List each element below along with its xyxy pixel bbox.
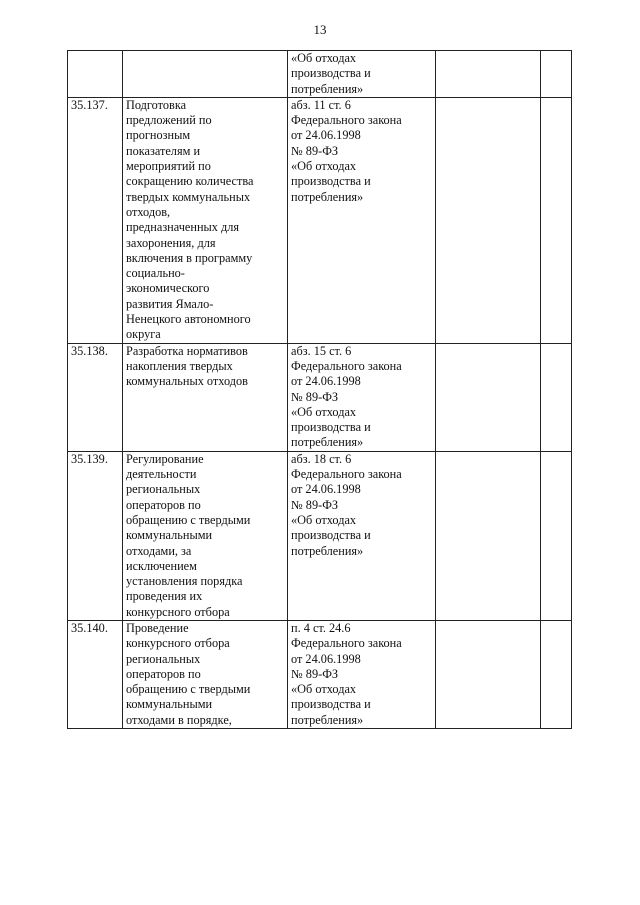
row-description-cell: Проведение конкурсного отбора региональных операторов по обращению с твердыми коммунальными отходами в порядке, (123, 620, 288, 728)
row-description-cell (123, 51, 288, 98)
row-column-4-cell (436, 343, 541, 451)
row-number-cell: 35.140. (68, 620, 123, 728)
table-row (68, 51, 572, 98)
row-column-5-cell (541, 51, 572, 98)
row-description-cell: Разработка нормативов накопления твердых коммунальных отходов (123, 343, 288, 451)
row-column-4-cell (436, 451, 541, 620)
row-column-5-cell (541, 97, 572, 343)
row-legal-basis-cell: абз. 18 ст. 6 Федерального закона от 24.06.1998 № 89-ФЗ «Об отходах производства и потребления» (288, 451, 436, 620)
row-legal-basis-cell: «Об отходах производства и потребления» (288, 51, 436, 98)
row-column-4-cell (436, 51, 541, 98)
row-legal-basis-cell: абз. 15 ст. 6 Федерального закона от 24.06.1998 № 89-ФЗ «Об отходах производства и потребления» (288, 343, 436, 451)
table-row (68, 451, 572, 620)
row-column-5-cell (541, 620, 572, 728)
row-legal-basis-cell: п. 4 ст. 24.6 Федерального закона от 24.06.1998 № 89-ФЗ «Об отходах производства и потребления» (288, 620, 436, 728)
row-number-cell: 35.137. (68, 97, 123, 343)
row-description-cell: Подготовка предложений по прогнозным показателям и мероприятий по сокращению количества твердых коммунальных отходов, предназначенных для захоронения, для включения в программу социально- экономического развития Ямало- Ненецкого автономного округа (123, 97, 288, 343)
row-column-5-cell (541, 451, 572, 620)
table-row (68, 97, 572, 343)
row-number-cell (68, 51, 123, 98)
row-legal-basis-cell: абз. 11 ст. 6 Федерального закона от 24.06.1998 № 89-ФЗ «Об отходах производства и потребления» (288, 97, 436, 343)
row-number-cell: 35.139. (68, 451, 123, 620)
table-row (68, 343, 572, 451)
page-number: 13 (313, 22, 327, 37)
row-number-cell: 35.138. (68, 343, 123, 451)
row-column-5-cell (541, 343, 572, 451)
row-column-4-cell (436, 620, 541, 728)
row-description-cell: Регулирование деятельности региональных операторов по обращению с твердыми коммунальными отходами, за исключением установления порядка проведения их конкурсного отбора (123, 451, 288, 620)
table-row (68, 620, 572, 728)
registry-table (67, 50, 572, 729)
row-column-4-cell (436, 97, 541, 343)
